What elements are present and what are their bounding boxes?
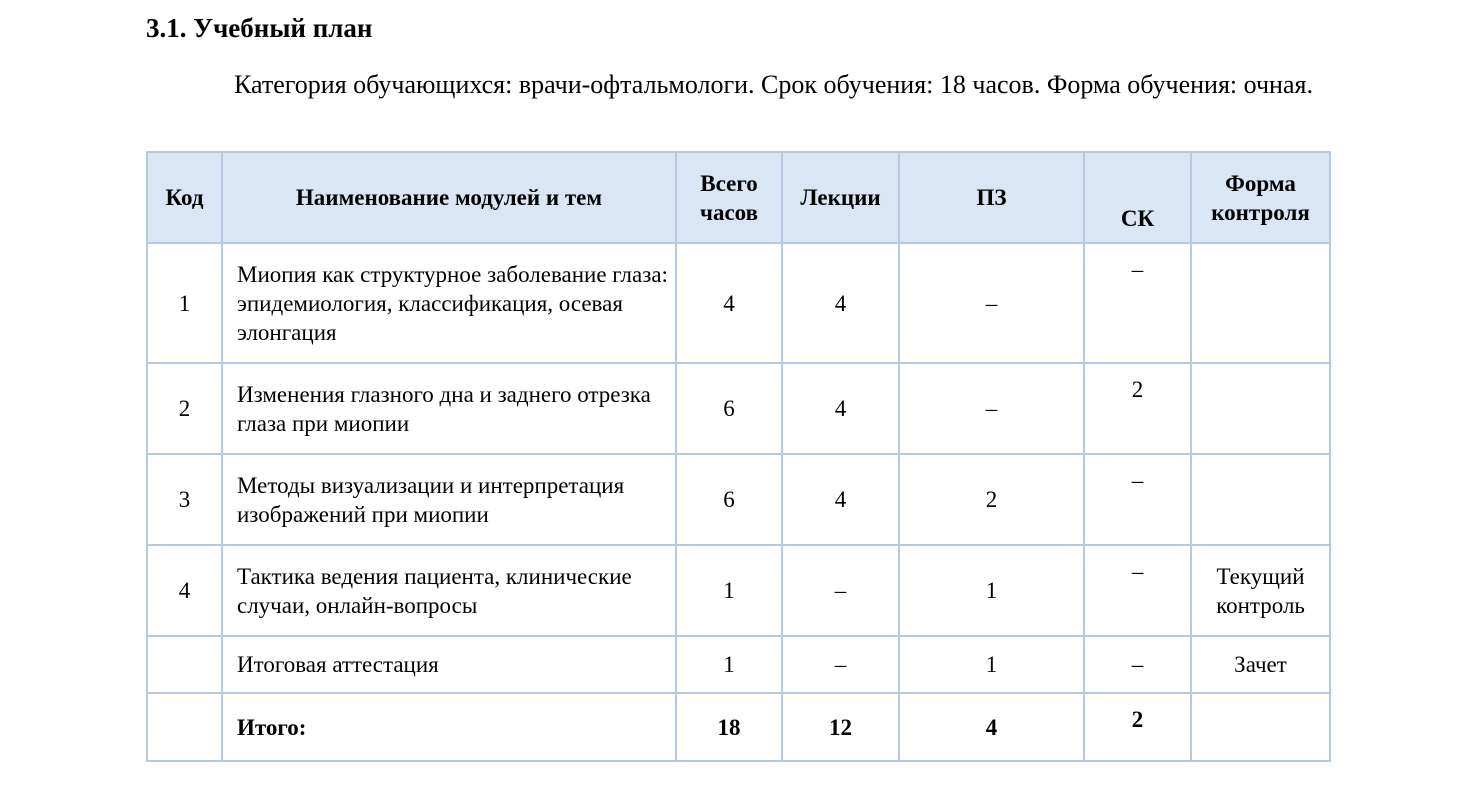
section-title: 3.1. Учебный план [146,13,373,43]
cell-total-label: Итого: [222,693,676,761]
cell-module-name: Тактика ведения пациента, клинические случаи, онлайн-вопросы [222,545,676,636]
table-total-row [147,693,1330,761]
cell-total-hours: 6 [676,454,782,545]
cell-lectures: 4 [782,243,899,363]
cell-lectures: 12 [782,693,899,761]
cell-control-form: Зачет [1191,636,1330,693]
header-total-hours: Всего часов [676,152,782,243]
table-row [147,454,1330,545]
cell-sk: – [1084,243,1191,363]
curriculum-table [146,151,1331,762]
cell-pz: 1 [899,636,1084,693]
cell-control-form: Текущий контроль [1191,545,1330,636]
cell-module-name: Изменения глазного дна и заднего отрезка глаза при миопии [222,363,676,454]
cell-sk: 2 [1084,363,1191,454]
cell-module-name: Методы визуализации и интерпретация изображений при миопии [222,454,676,545]
cell-total-hours: 6 [676,363,782,454]
cell-total-hours: 1 [676,636,782,693]
cell-control-form [1191,243,1330,363]
cell-code: 2 [147,363,222,454]
cell-code [147,693,222,761]
cell-control-form [1191,454,1330,545]
cell-pz: – [899,243,1084,363]
cell-total-hours: 4 [676,243,782,363]
table-row [147,545,1330,636]
table-header-row [147,152,1330,243]
table-row [147,363,1330,454]
cell-code: 4 [147,545,222,636]
cell-lectures: – [782,636,899,693]
header-pz: ПЗ [899,152,1084,243]
table-row [147,243,1330,363]
cell-sk: – [1084,454,1191,545]
cell-pz: 1 [899,545,1084,636]
cell-code: 3 [147,454,222,545]
header-control-form: Форма контроля [1191,152,1330,243]
cell-lectures: 4 [782,363,899,454]
cell-lectures: – [782,545,899,636]
cell-total-hours: 18 [676,693,782,761]
cell-pz: 4 [899,693,1084,761]
cell-pz: – [899,363,1084,454]
cell-sk: – [1084,545,1191,636]
cell-code [147,636,222,693]
cell-control-form [1191,363,1330,454]
header-code: Код [147,152,222,243]
cell-total-hours: 1 [676,545,782,636]
header-name: Наименование модулей и тем [222,152,676,243]
cell-lectures: 4 [782,454,899,545]
cell-sk: 2 [1084,693,1191,761]
cell-control-form [1191,693,1330,761]
cell-module-name: Итоговая аттестация [222,636,676,693]
cell-sk: – [1084,636,1191,693]
header-lectures: Лекции [782,152,899,243]
table-row [147,636,1330,693]
cell-pz: 2 [899,454,1084,545]
cell-module-name: Миопия как структурное заболевание глаза: эпидемиология, классификация, осевая элонгация [222,243,676,363]
header-sk: СК [1084,152,1191,243]
intro-paragraph: Категория обучающихся: врачи-офтальмологи. Срок обучения: 18 часов. Форма обучения: очная. [234,70,1313,99]
cell-code: 1 [147,243,222,363]
